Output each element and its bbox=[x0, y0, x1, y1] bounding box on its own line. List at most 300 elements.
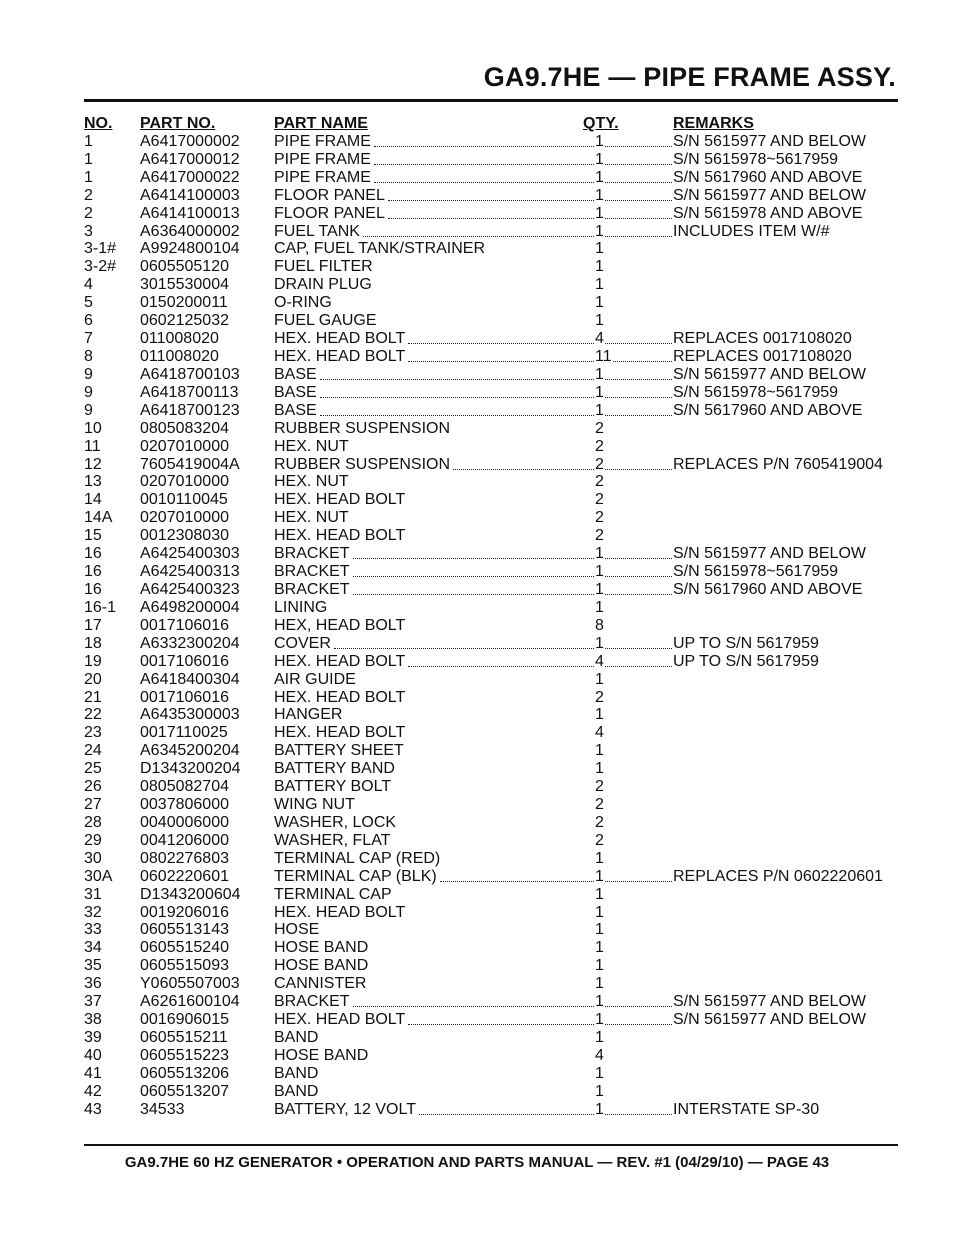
quantity: 2 bbox=[595, 813, 604, 831]
quantity: 1 bbox=[595, 867, 604, 885]
quantity: 1 bbox=[595, 365, 604, 383]
remarks: REPLACES P/N 7605419004 bbox=[673, 455, 883, 473]
item-number: 2 bbox=[84, 186, 93, 204]
table-row bbox=[84, 151, 898, 169]
part-number: 0012308030 bbox=[140, 527, 229, 545]
column-header-no: NO. bbox=[84, 115, 113, 132]
quantity: 2 bbox=[595, 491, 604, 509]
part-number: A6425400303 bbox=[140, 545, 240, 563]
quantity: 1 bbox=[595, 939, 604, 957]
dot-leader bbox=[605, 653, 672, 667]
table-row bbox=[84, 653, 898, 671]
part-number: A6414100003 bbox=[140, 186, 240, 204]
column-header-part-no: PART NO. bbox=[140, 115, 216, 132]
item-number: 30 bbox=[84, 849, 102, 867]
item-number: 20 bbox=[84, 670, 102, 688]
table-row bbox=[84, 420, 898, 438]
item-number: 18 bbox=[84, 634, 102, 652]
quantity: 2 bbox=[595, 455, 604, 473]
part-number: 0605505120 bbox=[140, 258, 229, 276]
item-number: 4 bbox=[84, 276, 93, 294]
part-name: BASE bbox=[274, 383, 317, 401]
item-number: 27 bbox=[84, 796, 102, 814]
dot-leader bbox=[440, 868, 594, 882]
part-name: HEX. HEAD BOLT bbox=[274, 1011, 406, 1029]
part-name: TERMINAL CAP bbox=[274, 885, 392, 903]
item-number: 34 bbox=[84, 939, 102, 957]
part-name: BAND bbox=[274, 1082, 319, 1100]
remarks: S/N 5615978~5617959 bbox=[673, 383, 839, 401]
table-row bbox=[84, 975, 898, 993]
dot-leader bbox=[353, 993, 594, 1007]
quantity: 1 bbox=[595, 903, 604, 921]
part-name: HEX. NUT bbox=[274, 437, 349, 455]
table-row bbox=[84, 1101, 898, 1119]
quantity: 11 bbox=[595, 347, 612, 365]
table-row bbox=[84, 294, 898, 312]
quantity: 1 bbox=[595, 1011, 604, 1029]
table-row bbox=[84, 205, 898, 223]
table-row bbox=[84, 957, 898, 975]
part-number: A6418400304 bbox=[140, 670, 240, 688]
dot-leader bbox=[605, 563, 672, 577]
table-row bbox=[84, 617, 898, 635]
item-number: 3-2# bbox=[84, 258, 117, 276]
part-number: D1343200604 bbox=[140, 885, 241, 903]
part-number: A6332300204 bbox=[140, 634, 240, 652]
dot-leader bbox=[605, 330, 672, 344]
remarks: S/N 5615978 AND ABOVE bbox=[673, 204, 863, 222]
item-number: 22 bbox=[84, 706, 102, 724]
quantity: 4 bbox=[595, 652, 604, 670]
table-row bbox=[84, 904, 898, 922]
part-number: A6414100013 bbox=[140, 204, 240, 222]
remarks: S/N 5617960 AND ABOVE bbox=[673, 168, 863, 186]
part-number: 0016906015 bbox=[140, 1011, 229, 1029]
part-name: RUBBER SUSPENSION bbox=[274, 419, 451, 437]
remarks: INTERSTATE SP-30 bbox=[673, 1100, 820, 1118]
quantity: 1 bbox=[595, 563, 604, 581]
quantity: 2 bbox=[595, 831, 604, 849]
quantity: 1 bbox=[595, 1100, 604, 1118]
part-number: 0207010000 bbox=[140, 473, 229, 491]
item-number: 12 bbox=[84, 455, 102, 473]
item-number: 16 bbox=[84, 580, 102, 598]
part-name: HEX, HEAD BOLT bbox=[274, 616, 406, 634]
part-name: HEX. HEAD BOLT bbox=[274, 527, 406, 545]
part-name: FLOOR PANEL bbox=[274, 186, 385, 204]
quantity: 1 bbox=[595, 186, 604, 204]
item-number: 9 bbox=[84, 401, 93, 419]
dot-leader bbox=[605, 151, 672, 165]
part-name: RUBBER SUSPENSION bbox=[274, 455, 451, 473]
part-name: BAND bbox=[274, 1064, 319, 1082]
quantity: 1 bbox=[595, 1082, 604, 1100]
dot-leader bbox=[605, 169, 672, 183]
table-row bbox=[84, 240, 898, 258]
table-row bbox=[84, 939, 898, 957]
item-number: 36 bbox=[84, 975, 102, 993]
table-header bbox=[84, 115, 898, 133]
remarks: S/N 5615977 AND BELOW bbox=[673, 132, 866, 150]
table-row bbox=[84, 760, 898, 778]
part-name: HEX. HEAD BOLT bbox=[274, 347, 406, 365]
quantity: 1 bbox=[595, 760, 604, 778]
dot-leader bbox=[605, 1101, 672, 1115]
remarks: S/N 5615977 AND BELOW bbox=[673, 365, 866, 383]
item-number: 3 bbox=[84, 222, 93, 240]
item-number: 31 bbox=[84, 885, 102, 903]
quantity: 1 bbox=[595, 150, 604, 168]
part-name: TERMINAL CAP (BLK) bbox=[274, 867, 437, 885]
part-name: HOSE BAND bbox=[274, 1046, 369, 1064]
part-name: HEX. HEAD BOLT bbox=[274, 688, 406, 706]
part-number: 0150200011 bbox=[140, 294, 228, 312]
table-row bbox=[84, 456, 898, 474]
part-number: A9924800104 bbox=[140, 240, 240, 258]
part-name: HOSE BAND bbox=[274, 957, 369, 975]
item-number: 3-1# bbox=[84, 240, 117, 258]
table-row bbox=[84, 868, 898, 886]
table-row bbox=[84, 187, 898, 205]
table-row bbox=[84, 491, 898, 509]
table-row bbox=[84, 993, 898, 1011]
dot-leader bbox=[605, 581, 672, 595]
dot-leader bbox=[334, 635, 594, 649]
part-number: 0605515093 bbox=[140, 957, 229, 975]
part-number: 0040006000 bbox=[140, 813, 229, 831]
table-row bbox=[84, 850, 898, 868]
part-number: A6418700103 bbox=[140, 365, 240, 383]
table-row bbox=[84, 689, 898, 707]
dot-leader bbox=[605, 205, 672, 219]
quantity: 1 bbox=[595, 401, 604, 419]
dot-leader bbox=[320, 402, 594, 416]
table-row bbox=[84, 330, 898, 348]
remarks: UP TO S/N 5617959 bbox=[673, 634, 819, 652]
part-name: FUEL FILTER bbox=[274, 258, 373, 276]
remarks: S/N 5615977 AND BELOW bbox=[673, 1011, 866, 1029]
table-row bbox=[84, 671, 898, 689]
item-number: 5 bbox=[84, 294, 93, 312]
part-name: CANNISTER bbox=[274, 975, 367, 993]
part-name: LINING bbox=[274, 598, 328, 616]
part-name: HOSE BAND bbox=[274, 939, 369, 957]
dot-leader bbox=[605, 133, 672, 147]
dot-leader bbox=[408, 1011, 594, 1025]
part-name: HEX. HEAD BOLT bbox=[274, 652, 406, 670]
item-number: 1 bbox=[84, 168, 93, 186]
part-name: HEX. HEAD BOLT bbox=[274, 903, 406, 921]
item-number: 13 bbox=[84, 473, 102, 491]
item-number: 23 bbox=[84, 724, 102, 742]
table-row bbox=[84, 473, 898, 491]
quantity: 1 bbox=[595, 1029, 604, 1047]
item-number: 10 bbox=[84, 419, 102, 437]
quantity: 2 bbox=[595, 688, 604, 706]
table-row bbox=[84, 1011, 898, 1029]
part-name: FUEL TANK bbox=[274, 222, 360, 240]
quantity: 4 bbox=[595, 724, 604, 742]
part-name: HEX. NUT bbox=[274, 509, 349, 527]
part-number: 0041206000 bbox=[140, 831, 229, 849]
part-number: 3015530004 bbox=[140, 276, 229, 294]
part-number: A6364000002 bbox=[140, 222, 240, 240]
dot-leader bbox=[353, 563, 594, 577]
dot-leader bbox=[605, 366, 672, 380]
part-name: BRACKET bbox=[274, 580, 350, 598]
part-number: 0605513207 bbox=[140, 1082, 229, 1100]
item-number: 16-1 bbox=[84, 598, 117, 616]
part-number: A6498200004 bbox=[140, 598, 240, 616]
part-name: HEX. NUT bbox=[274, 473, 349, 491]
item-number: 8 bbox=[84, 347, 93, 365]
dot-leader bbox=[613, 348, 672, 362]
part-number: 011008020 bbox=[140, 347, 219, 365]
part-name: BATTERY BAND bbox=[274, 760, 395, 778]
part-number: A6345200204 bbox=[140, 742, 240, 760]
table-row bbox=[84, 832, 898, 850]
item-number: 39 bbox=[84, 1029, 102, 1047]
part-name: TERMINAL CAP (RED) bbox=[274, 849, 441, 867]
item-number: 16 bbox=[84, 563, 102, 581]
quantity: 1 bbox=[595, 580, 604, 598]
dot-leader bbox=[408, 348, 594, 362]
quantity: 1 bbox=[595, 1064, 604, 1082]
part-number: 0805082704 bbox=[140, 778, 229, 796]
dot-leader bbox=[374, 133, 594, 147]
quantity: 1 bbox=[595, 240, 604, 258]
quantity: 1 bbox=[595, 204, 604, 222]
part-name: WING NUT bbox=[274, 796, 355, 814]
quantity: 2 bbox=[595, 778, 604, 796]
quantity: 1 bbox=[595, 885, 604, 903]
remarks: REPLACES P/N 0602220601 bbox=[673, 867, 883, 885]
dot-leader bbox=[353, 545, 594, 559]
item-number: 2 bbox=[84, 204, 93, 222]
quantity: 1 bbox=[595, 545, 604, 563]
item-number: 40 bbox=[84, 1046, 102, 1064]
part-number: 011008020 bbox=[140, 330, 219, 348]
table-row bbox=[84, 169, 898, 187]
part-number: 0602125032 bbox=[140, 312, 229, 330]
part-number: 0605513206 bbox=[140, 1064, 229, 1082]
part-name: BRACKET bbox=[274, 545, 350, 563]
table-row bbox=[84, 742, 898, 760]
table-body bbox=[84, 133, 898, 1119]
quantity: 1 bbox=[595, 383, 604, 401]
dot-leader bbox=[363, 223, 594, 237]
dot-leader bbox=[605, 545, 672, 559]
quantity: 1 bbox=[595, 222, 604, 240]
part-name: BATTERY SHEET bbox=[274, 742, 404, 760]
part-number: 0605515211 bbox=[140, 1029, 228, 1047]
remarks: S/N 5615977 AND BELOW bbox=[673, 545, 866, 563]
item-number: 24 bbox=[84, 742, 102, 760]
remarks: S/N 5615978~5617959 bbox=[673, 563, 839, 581]
table-row bbox=[84, 921, 898, 939]
part-number: 0207010000 bbox=[140, 437, 229, 455]
table-row bbox=[84, 581, 898, 599]
dot-leader bbox=[453, 456, 594, 470]
part-number: 0017110025 bbox=[140, 724, 228, 742]
part-name: BRACKET bbox=[274, 563, 350, 581]
quantity: 1 bbox=[595, 742, 604, 760]
quantity: 1 bbox=[595, 312, 604, 330]
table-row bbox=[84, 1047, 898, 1065]
part-name: HOSE bbox=[274, 921, 320, 939]
table-row bbox=[84, 312, 898, 330]
table-row bbox=[84, 384, 898, 402]
part-number: A6435300003 bbox=[140, 706, 240, 724]
part-name: WASHER, LOCK bbox=[274, 813, 397, 831]
quantity: 1 bbox=[595, 975, 604, 993]
header-rule bbox=[84, 99, 898, 102]
item-number: 41 bbox=[84, 1064, 102, 1082]
parts-table bbox=[84, 115, 898, 1119]
part-name: PIPE FRAME bbox=[274, 150, 371, 168]
item-number: 32 bbox=[84, 903, 102, 921]
item-number: 29 bbox=[84, 831, 102, 849]
part-name: FUEL GAUGE bbox=[274, 312, 377, 330]
table-row bbox=[84, 599, 898, 617]
part-number: 0017106016 bbox=[140, 688, 229, 706]
item-number: 16 bbox=[84, 545, 102, 563]
page-title: GA9.7HE — PIPE FRAME ASSY. bbox=[483, 62, 896, 92]
part-number: 7605419004A bbox=[140, 455, 240, 473]
part-name: HEX. HEAD BOLT bbox=[274, 491, 406, 509]
item-number: 25 bbox=[84, 760, 102, 778]
table-row bbox=[84, 1065, 898, 1083]
item-number: 28 bbox=[84, 813, 102, 831]
item-number: 1 bbox=[84, 132, 93, 150]
item-number: 9 bbox=[84, 365, 93, 383]
quantity: 2 bbox=[595, 796, 604, 814]
dot-leader bbox=[605, 868, 672, 882]
dot-leader bbox=[388, 205, 594, 219]
table-row bbox=[84, 402, 898, 420]
part-number: 0017106016 bbox=[140, 616, 229, 634]
item-number: 37 bbox=[84, 993, 102, 1011]
table-row bbox=[84, 545, 898, 563]
quantity: 1 bbox=[595, 921, 604, 939]
part-name: WASHER, FLAT bbox=[274, 831, 391, 849]
dot-leader bbox=[605, 223, 672, 237]
part-number: A6418700113 bbox=[140, 383, 239, 401]
quantity: 2 bbox=[595, 419, 604, 437]
part-name: CAP, FUEL TANK/STRAINER bbox=[274, 240, 486, 258]
table-row bbox=[84, 509, 898, 527]
item-number: 9 bbox=[84, 383, 93, 401]
item-number: 15 bbox=[84, 527, 102, 545]
quantity: 1 bbox=[595, 634, 604, 652]
table-row bbox=[84, 635, 898, 653]
part-name: HEX. HEAD BOLT bbox=[274, 724, 406, 742]
part-number: 0010110045 bbox=[140, 491, 228, 509]
quantity: 1 bbox=[595, 168, 604, 186]
dot-leader bbox=[374, 169, 594, 183]
column-header-remarks: REMARKS bbox=[673, 115, 754, 132]
part-name: BAND bbox=[274, 1029, 319, 1047]
part-number: A6261600104 bbox=[140, 993, 240, 1011]
quantity: 4 bbox=[595, 1046, 604, 1064]
page-footer: GA9.7HE 60 HZ GENERATOR • OPERATION AND PARTS MANUAL — REV. #1 (04/29/10) — PAGE 43 bbox=[124, 1154, 830, 1171]
part-name: BRACKET bbox=[274, 993, 350, 1011]
dot-leader bbox=[388, 187, 594, 201]
table-row bbox=[84, 366, 898, 384]
quantity: 1 bbox=[595, 849, 604, 867]
item-number: 7 bbox=[84, 330, 93, 348]
dot-leader bbox=[419, 1101, 594, 1115]
item-number: 14A bbox=[84, 509, 113, 527]
quantity: 2 bbox=[595, 473, 604, 491]
part-number: 0207010000 bbox=[140, 509, 229, 527]
part-name: COVER bbox=[274, 634, 331, 652]
table-row bbox=[84, 276, 898, 294]
item-number: 43 bbox=[84, 1100, 102, 1118]
table-row bbox=[84, 796, 898, 814]
table-row bbox=[84, 814, 898, 832]
table-row bbox=[84, 527, 898, 545]
part-name: BASE bbox=[274, 401, 317, 419]
table-row bbox=[84, 223, 898, 241]
quantity: 1 bbox=[595, 294, 604, 312]
quantity: 1 bbox=[595, 258, 604, 276]
table-row bbox=[84, 438, 898, 456]
item-number: 6 bbox=[84, 312, 93, 330]
dot-leader bbox=[605, 993, 672, 1007]
table-row bbox=[84, 1029, 898, 1047]
item-number: 21 bbox=[84, 688, 102, 706]
remarks: REPLACES 0017108020 bbox=[673, 330, 852, 348]
part-name: HEX. HEAD BOLT bbox=[274, 330, 406, 348]
part-number: A6417000022 bbox=[140, 168, 240, 186]
quantity: 2 bbox=[595, 509, 604, 527]
dot-leader bbox=[605, 635, 672, 649]
dot-leader bbox=[605, 187, 672, 201]
quantity: 2 bbox=[595, 527, 604, 545]
part-name: PIPE FRAME bbox=[274, 168, 371, 186]
part-number: 0605515240 bbox=[140, 939, 229, 957]
part-number: 0019206016 bbox=[140, 903, 229, 921]
table-row bbox=[84, 348, 898, 366]
item-number: 19 bbox=[84, 652, 102, 670]
dot-leader bbox=[408, 330, 594, 344]
dot-leader bbox=[605, 1011, 672, 1025]
item-number: 35 bbox=[84, 957, 102, 975]
part-number: A6425400323 bbox=[140, 580, 240, 598]
dot-leader bbox=[605, 384, 672, 398]
remarks: UP TO S/N 5617959 bbox=[673, 652, 819, 670]
item-number: 17 bbox=[84, 616, 102, 634]
table-row bbox=[84, 563, 898, 581]
part-name: FLOOR PANEL bbox=[274, 204, 385, 222]
part-number: A6425400313 bbox=[140, 563, 240, 581]
item-number: 42 bbox=[84, 1082, 102, 1100]
part-name: DRAIN PLUG bbox=[274, 276, 372, 294]
part-name: HANGER bbox=[274, 706, 343, 724]
part-name: O-RING bbox=[274, 294, 332, 312]
dot-leader bbox=[374, 151, 594, 165]
table-row bbox=[84, 258, 898, 276]
remarks: S/N 5615978~5617959 bbox=[673, 150, 839, 168]
remarks: S/N 5615977 AND BELOW bbox=[673, 186, 866, 204]
item-number: 1 bbox=[84, 150, 93, 168]
table-row bbox=[84, 886, 898, 904]
part-name: AIR GUIDE bbox=[274, 670, 356, 688]
quantity: 1 bbox=[595, 957, 604, 975]
table-row bbox=[84, 1083, 898, 1101]
